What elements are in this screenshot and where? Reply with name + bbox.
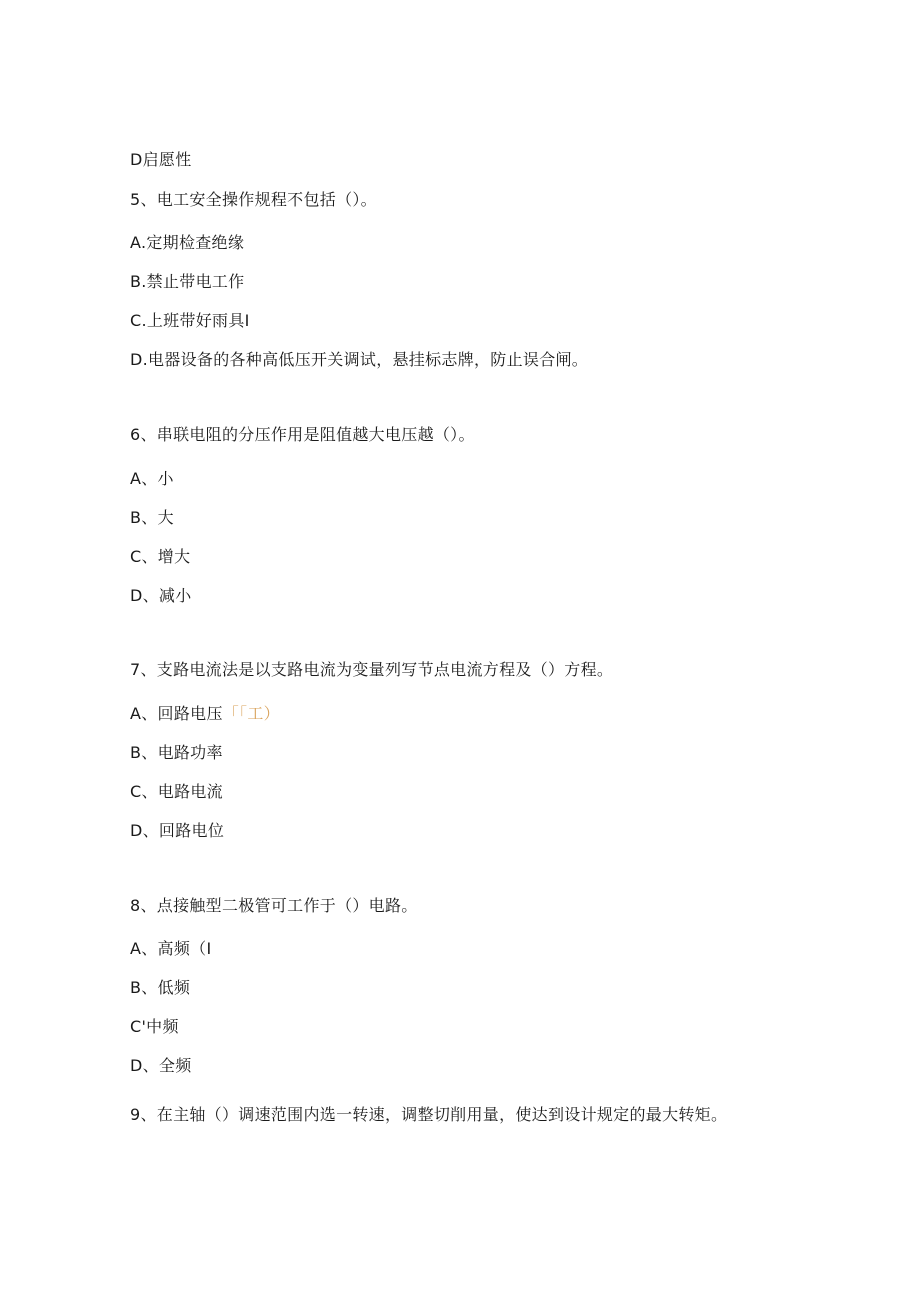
q8-option-c: C'中频 xyxy=(130,1017,179,1036)
q5-option-b: B.禁止带电工作 xyxy=(130,272,245,291)
handwritten-mark: 「「工） xyxy=(222,704,280,723)
q6-option-c: C、增大 xyxy=(130,547,191,566)
q7-option-b: B、电路功率 xyxy=(130,743,223,762)
question-5: 5、电工安全操作规程不包括（）。 xyxy=(130,190,377,209)
q7-option-a xyxy=(130,704,280,724)
q8-option-b: B、低频 xyxy=(130,978,191,997)
question-8: 8、点接触型二极管可工作于（）电路。 xyxy=(130,896,418,915)
q5-option-c: C.上班带好雨具I xyxy=(130,311,250,330)
q7-option-c: C、电路电流 xyxy=(130,782,223,801)
q4-option-d: D启愿性 xyxy=(130,150,192,169)
q7-option-a-label: A、回路电压 xyxy=(130,704,223,723)
q6-option-b: B、大 xyxy=(130,508,174,527)
q7-option-d: D、回路电位 xyxy=(130,821,225,840)
q8-option-a: A、高频（I xyxy=(130,939,212,958)
q8-option-d: D、全频 xyxy=(130,1056,192,1075)
q6-option-d: D、减小 xyxy=(130,586,192,605)
question-6: 6、串联电阻的分压作用是阻值越大电压越（）。 xyxy=(130,425,475,444)
q6-option-a: A、小 xyxy=(130,469,174,488)
q5-option-a: A.定期检查绝缘 xyxy=(130,233,245,252)
q5-option-d: D.电器设备的各种高低压开关调试，悬挂标志牌，防止误合闸。 xyxy=(130,350,589,369)
question-9: 9、在主轴（）调速范围内选一转速，调整切削用量，使达到设计规定的最大转矩。 xyxy=(130,1105,728,1124)
question-7: 7、支路电流法是以支路电流为变量列写节点电流方程及（）方程。 xyxy=(130,660,614,679)
